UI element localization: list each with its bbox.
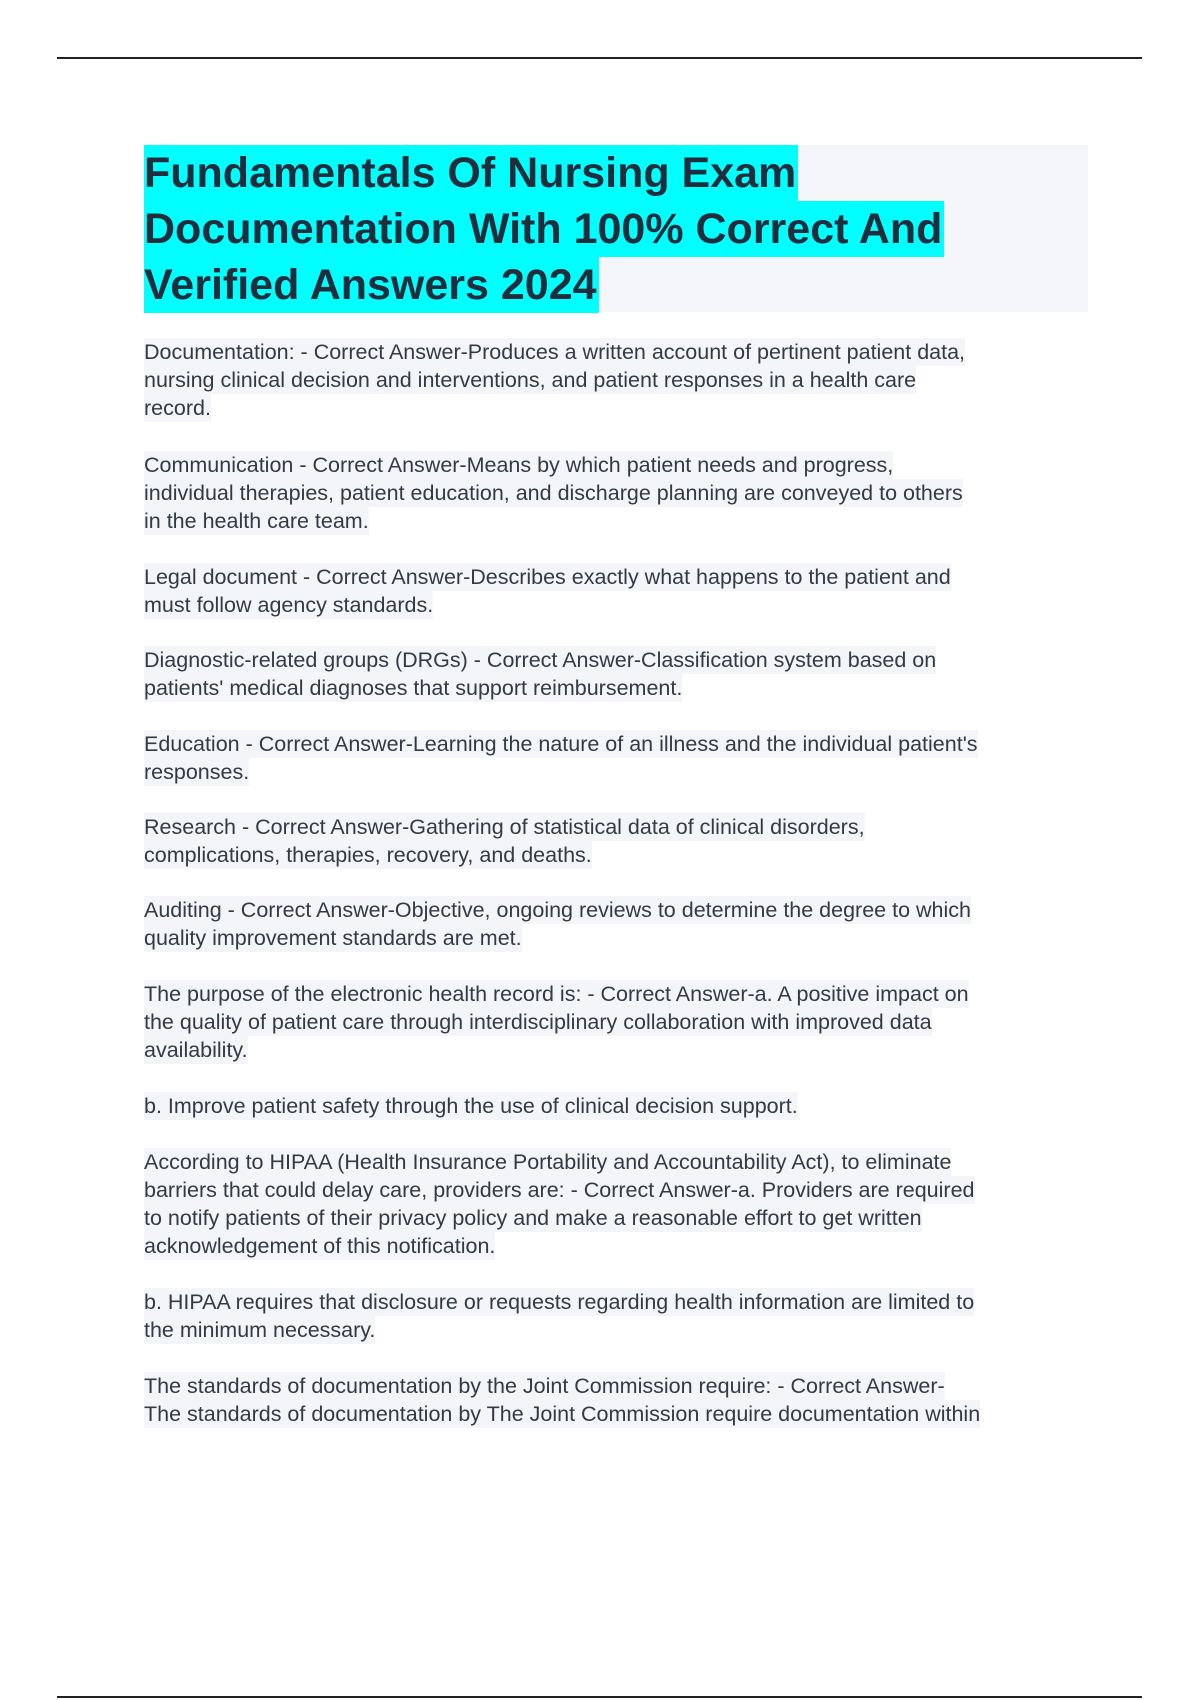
document-title: [144, 145, 1088, 312]
header-rule: [57, 57, 1142, 59]
text-line: Documentation: - Correct Answer-Produces a written account of pertinent patient data,: [144, 340, 966, 364]
qa-item-communication: [144, 451, 963, 535]
text-line: Legal document - Correct Answer-Describes exactly what happens to the patient and: [144, 565, 951, 589]
text-line: barriers that could delay care, providers are: - Correct Answer-a. Providers are required: [144, 1178, 975, 1202]
text-line: in the health care team.: [144, 509, 369, 533]
text-line: must follow agency standards.: [144, 593, 434, 617]
text-line: According to HIPAA (Health Insurance Portability and Accountability Act), to eliminate: [144, 1150, 952, 1174]
text-line: record.: [144, 396, 211, 420]
text-line: patients' medical diagnoses that support reimbursement.: [144, 676, 683, 700]
qa-item-hipaa: [144, 1148, 975, 1260]
title-line-1: Fundamentals Of Nursing Exam: [144, 145, 798, 201]
qa-item-drgs: [144, 646, 936, 702]
text-line: responses.: [144, 760, 250, 784]
title-line-2: Documentation With 100% Correct And: [144, 201, 944, 257]
text-line: nursing clinical decision and interventions, and patient responses in a health care: [144, 368, 917, 392]
text-line: The purpose of the electronic health record is: - Correct Answer-a. A positive impact on: [144, 982, 969, 1006]
qa-item-auditing: [144, 896, 971, 952]
text-line: Research - Correct Answer-Gathering of statistical data of clinical disorders,: [144, 815, 865, 839]
qa-item-research: [144, 813, 865, 869]
text-line: the quality of patient care through interdisciplinary collaboration with improved data: [144, 1010, 932, 1034]
footer-rule: [57, 1696, 1142, 1698]
text-line: to notify patients of their privacy policy and make a reasonable effort to get written: [144, 1206, 922, 1230]
qa-item-education: [144, 730, 978, 786]
text-line: the minimum necessary.: [144, 1318, 376, 1342]
text-line: individual therapies, patient education, and discharge planning are conveyed to others: [144, 481, 963, 505]
text-line: b. HIPAA requires that disclosure or requests regarding health information are limited to: [144, 1290, 975, 1314]
qa-item-ehr-purpose: [144, 980, 969, 1064]
text-line: availability.: [144, 1038, 248, 1062]
text-line: Education - Correct Answer-Learning the nature of an illness and the individual patient's: [144, 732, 978, 756]
qa-item-ehr-option-b: [144, 1092, 798, 1120]
text-line: acknowledgement of this notification.: [144, 1234, 496, 1258]
text-line: complications, therapies, recovery, and deaths.: [144, 843, 592, 867]
text-line: Auditing - Correct Answer-Objective, ongoing reviews to determine the degree to which: [144, 898, 971, 922]
qa-item-joint-commission: [144, 1372, 980, 1428]
text-line: b. Improve patient safety through the use of clinical decision support.: [144, 1094, 798, 1118]
title-line-3: Verified Answers 2024: [144, 257, 599, 313]
text-line: quality improvement standards are met.: [144, 926, 522, 950]
text-line: The standards of documentation by the Joint Commission require: - Correct Answer-: [144, 1374, 945, 1398]
text-line: The standards of documentation by The Joint Commission require documentation within: [144, 1402, 981, 1426]
text-line: Communication - Correct Answer-Means by which patient needs and progress,: [144, 453, 894, 477]
text-line: Diagnostic-related groups (DRGs) - Correct Answer-Classification system based on: [144, 648, 937, 672]
qa-item-hipaa-option-b: [144, 1288, 974, 1344]
qa-item-legal-document: [144, 563, 951, 619]
qa-item-documentation: [144, 338, 965, 422]
